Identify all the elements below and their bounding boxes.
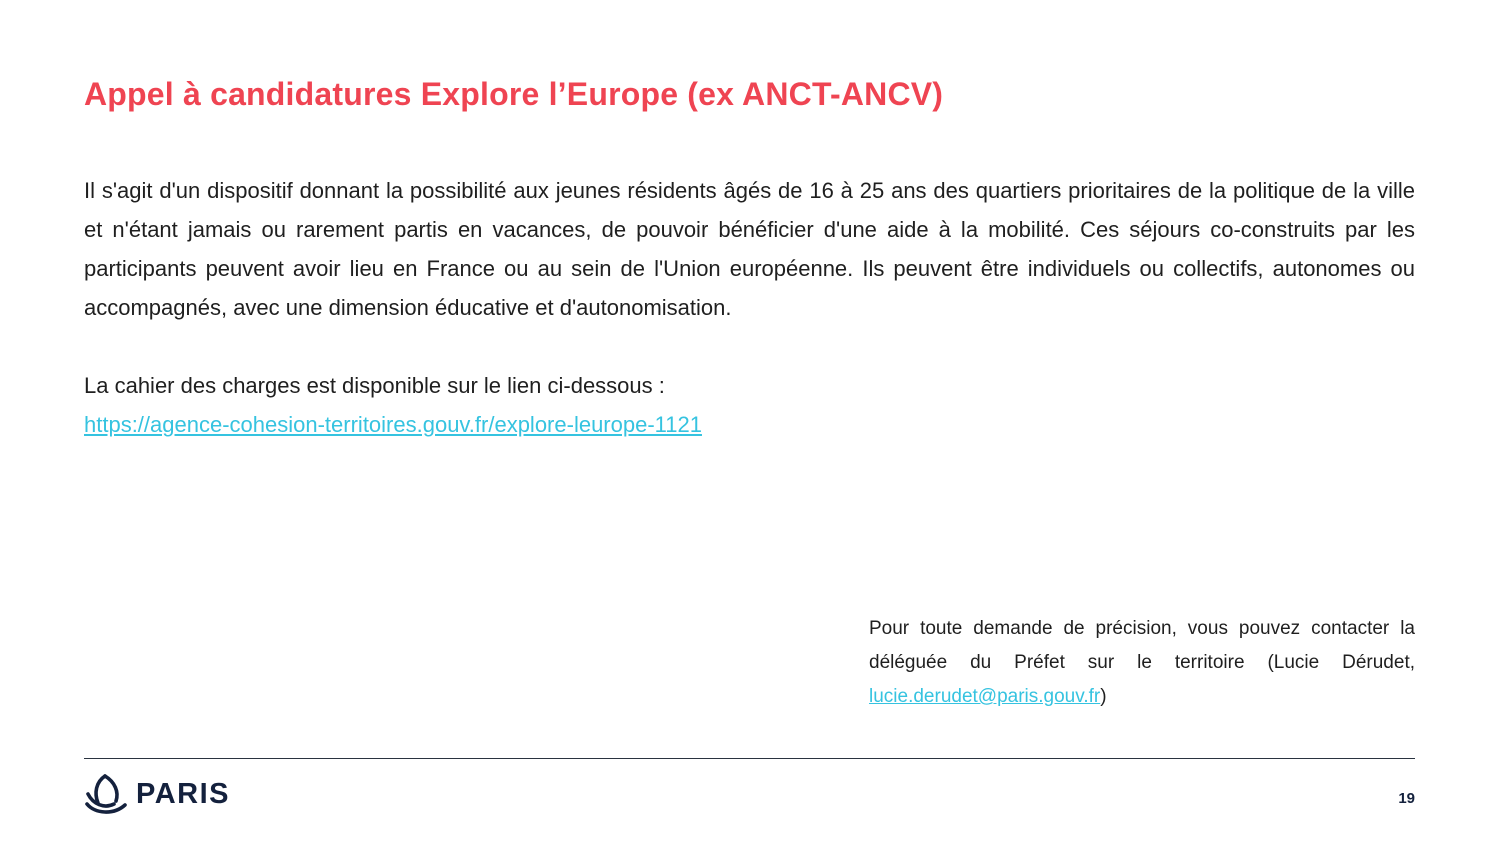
contact-email-link[interactable]: lucie.derudet@paris.gouv.fr — [869, 686, 1101, 707]
slide-title: Appel à candidatures Explore l’Europe (ex ANCT-ANCV) — [84, 76, 944, 112]
contact-text: Pour toute demande de précision, vous pouvez contacter la déléguée du Préfet sur le territoire (Lucie Dérudet, — [869, 618, 1415, 673]
footer-divider — [84, 758, 1415, 759]
page-number: 19 — [1398, 790, 1415, 807]
paris-logo — [84, 772, 230, 816]
contact-note — [869, 612, 1415, 714]
charges-link[interactable]: https://agence-cohesion-territoires.gouv.fr/explore-leurope-1121 — [84, 412, 702, 437]
contact-text-end: ) — [1100, 686, 1107, 707]
paris-logo-text: PARIS — [136, 777, 230, 810]
slide-body — [84, 171, 1415, 444]
description-paragraph: Il s'agit d'un dispositif donnant la possibilité aux jeunes résidents âgés de 16 à 25 ans des quartiers prioritaires de la politique de la ville et n'étant jamais ou rarement partis en vacances, de pouvoir bénéficier d'une aide à la mobilité. Ces séjours co-construits par les participants peuvent avoir lieu en France ou au sein de l'Union européenne. Ils peuvent être individuels ou collectifs, autonomes ou accompagnés, avec une dimension éducative et d'autonomisation. — [84, 178, 1415, 320]
paragraph-spacer — [84, 327, 1415, 366]
charges-intro: La cahier des charges est disponible sur le lien ci-dessous : — [84, 373, 665, 398]
paris-boat-logo-icon — [84, 773, 128, 815]
